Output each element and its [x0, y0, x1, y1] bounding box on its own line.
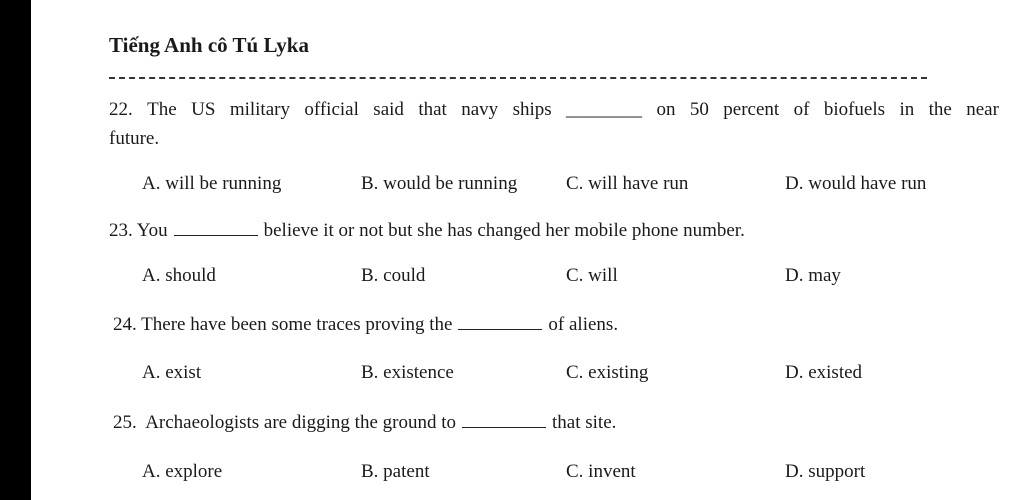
question-22-word: in — [899, 99, 915, 120]
question-22-word: navy — [461, 99, 499, 120]
answer-blank — [174, 219, 258, 236]
question-23-stem-before: 23. You — [109, 220, 168, 241]
question-22-word: 50 — [689, 99, 709, 120]
option-b[interactable]: B. would be running — [361, 173, 518, 194]
question-22-word: of — [793, 99, 810, 120]
question-22-line-1 — [109, 98, 999, 122]
option-d[interactable]: D. may — [785, 265, 841, 286]
option-c[interactable]: C. invent — [566, 461, 636, 482]
question-22-word: official — [304, 99, 359, 120]
question-24-options — [0, 362, 1024, 388]
question-22-word: the — [928, 99, 952, 120]
question-22-line-2: future. — [109, 128, 160, 149]
answer-blank: ________ — [566, 99, 643, 120]
question-22-word: said — [373, 99, 404, 120]
option-d[interactable]: D. support — [785, 461, 866, 482]
option-b[interactable]: B. could — [361, 265, 426, 286]
option-d[interactable]: D. would have run — [785, 173, 927, 194]
question-24-stem-before: 24. There have been some traces proving the — [113, 314, 453, 335]
option-c[interactable]: C. will have run — [566, 173, 689, 194]
dashed-divider — [109, 77, 927, 79]
option-a[interactable]: A. explore — [142, 461, 223, 482]
option-a[interactable]: A. should — [142, 265, 216, 286]
question-25 — [113, 411, 616, 435]
option-b[interactable]: B. existence — [361, 362, 454, 383]
question-25-options — [0, 461, 1024, 487]
question-22 — [109, 98, 999, 151]
option-c[interactable]: C. existing — [566, 362, 649, 383]
question-25-stem-after: that site. — [552, 412, 617, 433]
question-24 — [113, 313, 618, 337]
question-22-word: US — [191, 99, 216, 120]
question-23-stem-after: believe it or not but she has changed her mobile phone number. — [263, 220, 745, 241]
question-22-word: The — [147, 99, 177, 120]
question-22-word: on — [656, 99, 676, 120]
option-a[interactable]: A. exist — [142, 362, 202, 383]
question-22-word: ships — [512, 99, 552, 120]
question-22-word: near — [966, 99, 999, 120]
question-23 — [109, 219, 745, 243]
question-22-word: military — [229, 99, 290, 120]
option-c[interactable]: C. will — [566, 265, 618, 286]
answer-blank — [462, 411, 546, 428]
option-b[interactable]: B. patent — [361, 461, 430, 482]
page-title: Tiếng Anh cô Tú Lyka — [109, 33, 309, 57]
question-25-stem-before: 25. Archaeologists are digging the ground to — [113, 412, 456, 433]
question-22-word: 22. — [109, 99, 133, 120]
question-22-options — [0, 173, 1024, 199]
option-a[interactable]: A. will be running — [142, 173, 282, 194]
answer-blank — [458, 313, 542, 330]
question-22-word: that — [418, 99, 447, 120]
question-23-options — [0, 265, 1024, 291]
option-d[interactable]: D. existed — [785, 362, 863, 383]
question-24-stem-after: of aliens. — [548, 314, 619, 335]
left-edge-bar — [0, 0, 31, 500]
question-22-word: biofuels — [823, 99, 886, 120]
question-22-word: percent — [723, 99, 780, 120]
